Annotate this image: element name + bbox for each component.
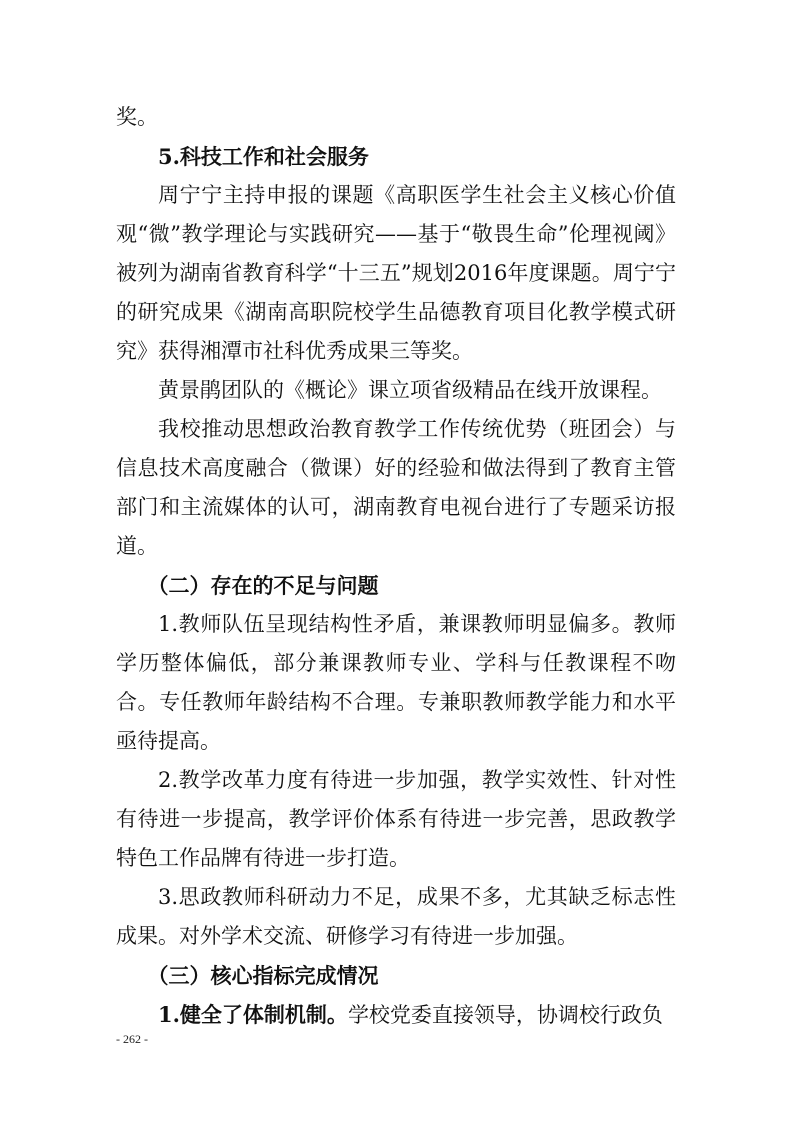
section-heading-problems: （二）存在的不足与问题 xyxy=(147,573,379,598)
paragraph-online-course: 黄景鹃团队的《概论》课立项省级精品在线开放课程。 xyxy=(158,378,662,402)
paragraph-research-project: 周宁宁主持申报的课题《高职医学生社会主义核心价值观“微”教学理论与实践研究——基于“敬畏生命”伦理视阈》被列为湖南省教育科学“十三五”规划2016年度课题。周宁宁的研究成果《湖南高职院校学生品德教育项目化教学模式研究》获得湘潭市社科优秀成果三等奖。 xyxy=(116,183,676,363)
page-number: - 262 - xyxy=(116,1032,148,1046)
document-body xyxy=(116,98,676,1035)
section-heading-core-indicators: （三）核心指标完成情况 xyxy=(147,963,379,988)
section-heading-tech-service: 5.科技工作和社会服务 xyxy=(158,144,369,169)
paragraph-media-report: 我校推动思想政治教育教学工作传统优势（班团会）与信息技术高度融合（微课）好的经验和做法得到了教育主管部门和主流媒体的认可，湖南教育电视台进行了专题采访报道。 xyxy=(116,417,676,558)
indicator-1-text: 学校党委直接领导，协调校行政负 xyxy=(347,1003,663,1027)
paragraph-continuation: 奖。 xyxy=(116,105,158,129)
indicator-1-lead: 1.健全了体制机制。 xyxy=(158,1002,348,1027)
paragraph-problem-2: 2.教学改革力度有待进一步加强，教学实效性、针对性有待进一步提高，教学评价体系有待进一步完善，思政教学特色工作品牌有待进一步打造。 xyxy=(116,768,676,870)
paragraph-problem-1: 1.教师队伍呈现结构性矛盾，兼课教师明显偏多。教师学历整体偏低，部分兼课教师专业、学科与任教课程不吻合。专任教师年龄结构不合理。专兼职教师教学能力和水平亟待提高。 xyxy=(116,612,676,753)
paragraph-problem-3: 3.思政教师科研动力不足，成果不多，尤其缺乏标志性成果。对外学术交流、研修学习有待进一步加强。 xyxy=(116,885,676,948)
paragraph-indicator-1 xyxy=(116,995,676,1035)
